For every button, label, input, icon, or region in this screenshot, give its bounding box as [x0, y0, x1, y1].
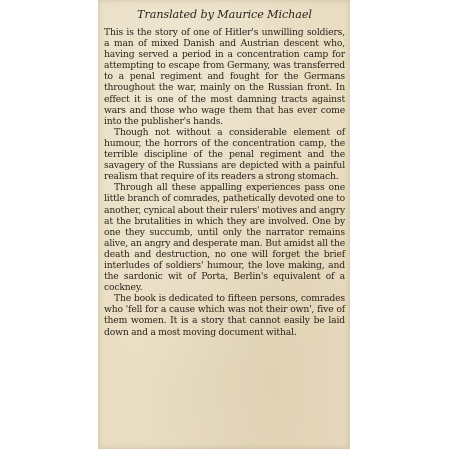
blurb-paragraph-2: Though not without a considerable element of humour, the horrors of the concentration camp, the terrible discipline of the penal regiment and the savagery of the Russians are depicted with a painful realism that require of its readers a strong stomach.	[104, 126, 345, 183]
blurb-paragraph-1: This is the story of one of Hitler's unwilling soldiers, a man of mixed Danish and Austrian descent who, having served a period in a concentration camp for attempting to escape from Germany, was transferred to a penal regiment and fought for the Germans throughout the war, mainly on the Russian front. In effect it is one of the most damning tracts against wars and those who wage them that has ever come into the publisher's hands.	[104, 27, 345, 127]
flap-text	[104, 8, 345, 338]
blurb-paragraph-3: Through all these appalling experiences pass one little branch of comrades, pathetically devoted one to another, cynical about their rulers' motives and angry at the brutalities in which they are involved. One by one they succumb, until only the narrator remains alive, an angry and desperate man. But amidst all the death and destruction, no one will forget the brief interludes of soldiers' humour, the love making, and the sardonic wit of Porta, Berlin's equivalent of a cockney.	[104, 182, 345, 294]
translator-byline: Translated by Maurice Michael	[137, 8, 312, 21]
blurb-paragraph-4: The book is dedicated to fifteen persons, comrades who 'fell for a cause which was not their own', five of them women. It is a story that cannot easily be laid down and a most moving document withal.	[104, 293, 345, 338]
